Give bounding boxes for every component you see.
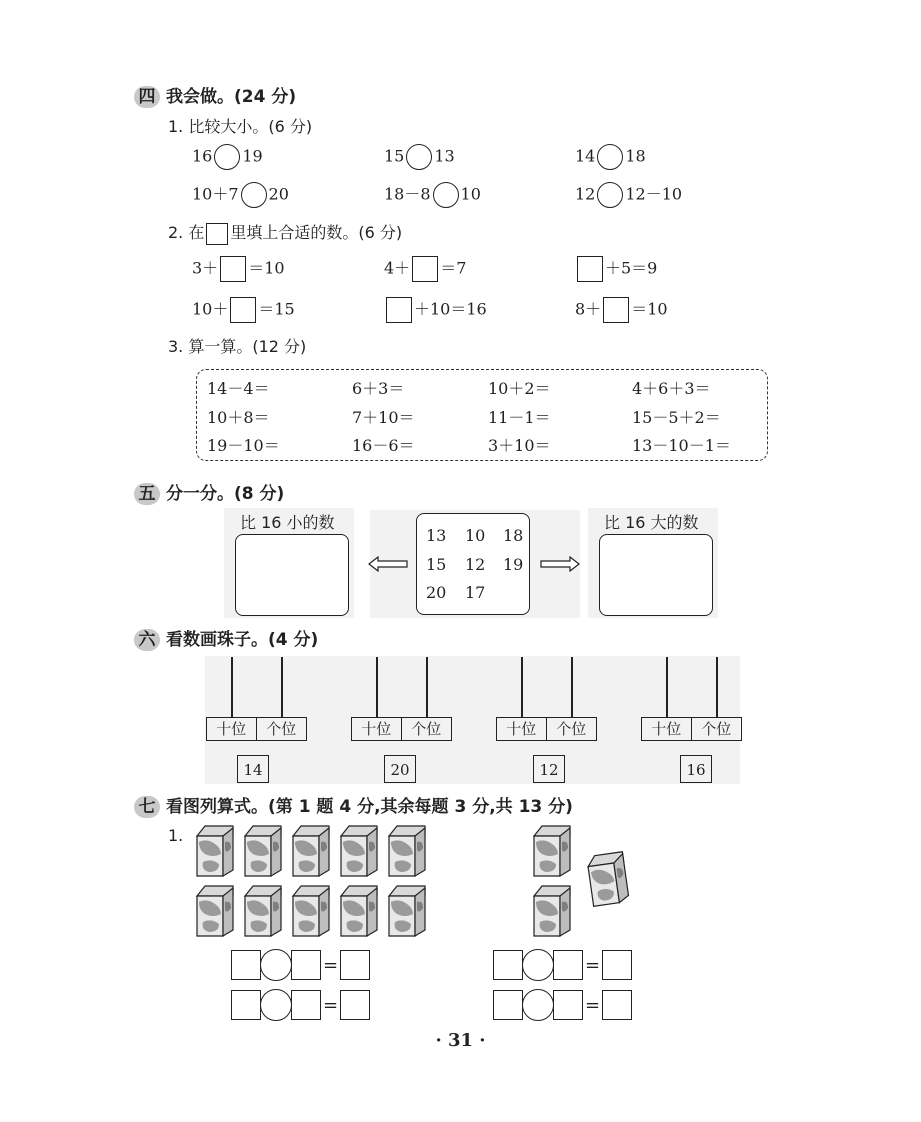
number-item: 18 (503, 526, 524, 545)
answer-box[interactable] (493, 950, 523, 980)
answer-box[interactable] (577, 256, 603, 282)
value-box: 16 (680, 755, 712, 783)
equation-row (493, 949, 632, 981)
operator-circle[interactable] (522, 949, 554, 981)
answer-box[interactable] (230, 297, 256, 323)
compare-circle[interactable] (597, 182, 623, 208)
number-item: 17 (465, 583, 486, 602)
answer-box[interactable] (602, 950, 632, 980)
section-6-title: 六 看数画珠子。(4 分) (134, 625, 318, 651)
milk-carton-icon (241, 824, 285, 878)
tens-label: 十位 (351, 717, 403, 741)
compare-item: 15 13 (384, 144, 455, 168)
value-box: 12 (533, 755, 565, 783)
larger-label: 比 16 大的数 (604, 513, 699, 532)
equation-row (231, 949, 370, 981)
tens-label: 十位 (496, 717, 548, 741)
q-label: 1. (168, 826, 184, 845)
milk-carton-icon (241, 884, 285, 938)
number-item: 10 (465, 526, 486, 545)
fill-item: 3＋ ＝10 (192, 256, 285, 280)
section-number: 四 (134, 86, 160, 108)
fill-item: ＋10＝16 (384, 297, 487, 321)
tens-rod[interactable] (231, 657, 233, 717)
calc-item: 15－5＋2＝ (632, 408, 721, 427)
equation-row (493, 989, 632, 1021)
ones-label: 个位 (401, 717, 453, 741)
milk-carton-icon (337, 824, 381, 878)
milk-carton-icon (582, 849, 633, 909)
section-5-title: 五 分一分。(8 分) (134, 479, 284, 505)
fill-item: 4＋ ＝7 (384, 256, 466, 280)
compare-item: 18－8 10 (384, 182, 481, 206)
answer-box[interactable] (231, 990, 261, 1020)
tens-rod[interactable] (376, 657, 378, 717)
milk-carton-icon (193, 884, 237, 938)
milk-carton-icon (385, 824, 429, 878)
value-box: 14 (237, 755, 269, 783)
compare-circle[interactable] (241, 182, 267, 208)
answer-box[interactable] (493, 990, 523, 1020)
ones-label: 个位 (546, 717, 598, 741)
calc-item: 11－1＝ (488, 408, 551, 427)
calc-item: 10＋8＝ (207, 408, 270, 427)
number-item: 20 (426, 583, 447, 602)
number-item: 15 (426, 555, 447, 574)
page-number: · 31 · (435, 1030, 486, 1051)
sample-box (206, 223, 228, 245)
ones-label: 个位 (256, 717, 308, 741)
fill-item: 8＋ ＝10 (575, 297, 668, 321)
equals-sign: = (585, 994, 601, 1016)
fill-item: 10＋ ＝15 (192, 297, 295, 321)
operator-circle[interactable] (260, 949, 292, 981)
milk-carton-icon (193, 824, 237, 878)
larger-answer-box[interactable] (599, 534, 713, 616)
calc-item: 4＋6＋3＝ (632, 379, 711, 398)
q2-title: 2. 在 里填上合适的数。(6 分) (168, 220, 402, 245)
answer-box[interactable] (340, 950, 370, 980)
milk-carton-icon (289, 824, 333, 878)
calc-item: 13－10－1＝ (632, 436, 731, 455)
answer-box[interactable] (412, 256, 438, 282)
number-item: 19 (503, 555, 524, 574)
compare-circle[interactable] (406, 144, 432, 170)
answer-box[interactable] (291, 990, 321, 1020)
milk-carton-icon (337, 884, 381, 938)
answer-box[interactable] (220, 256, 246, 282)
calc-item: 19－10＝ (207, 436, 280, 455)
compare-circle[interactable] (214, 144, 240, 170)
milk-carton-icon (530, 884, 574, 938)
arrow-right-icon (540, 556, 580, 572)
value-box: 20 (384, 755, 416, 783)
milk-carton-icon (530, 824, 574, 878)
tens-label: 十位 (641, 717, 693, 741)
answer-box[interactable] (291, 950, 321, 980)
compare-item: 14 18 (575, 144, 646, 168)
number-item: 12 (465, 555, 486, 574)
equals-sign: = (323, 954, 339, 976)
calc-item: 7＋10＝ (352, 408, 415, 427)
compare-item: 16 19 (192, 144, 263, 168)
number-item: 13 (426, 526, 447, 545)
ones-rod[interactable] (716, 657, 718, 717)
arrow-left-icon (368, 556, 408, 572)
compare-item: 10＋7 20 (192, 182, 289, 206)
answer-box[interactable] (386, 297, 412, 323)
equals-sign: = (585, 954, 601, 976)
answer-box[interactable] (340, 990, 370, 1020)
tens-rod[interactable] (521, 657, 523, 717)
calc-item: 14－4＝ (207, 379, 270, 398)
calc-item: 6＋3＝ (352, 379, 405, 398)
answer-box[interactable] (602, 990, 632, 1020)
answer-box[interactable] (553, 950, 583, 980)
tens-label: 十位 (206, 717, 258, 741)
smaller-answer-box[interactable] (235, 534, 349, 616)
operator-circle[interactable] (522, 989, 554, 1021)
answer-box[interactable] (603, 297, 629, 323)
answer-box[interactable] (231, 950, 261, 980)
compare-circle[interactable] (597, 144, 623, 170)
equals-sign: = (323, 994, 339, 1016)
q3-title: 3. 算一算。(12 分) (168, 337, 307, 356)
section-4-title: 四 我会做。(24 分) (134, 82, 296, 108)
ones-rod[interactable] (571, 657, 573, 717)
milk-carton-icon (289, 884, 333, 938)
ones-rod[interactable] (426, 657, 428, 717)
calc-item: 16－6＝ (352, 436, 415, 455)
ones-rod[interactable] (281, 657, 283, 717)
section-7-title: 七 看图列算式。(第 1 题 4 分,其余每题 3 分,共 13 分) (134, 792, 573, 818)
answer-box[interactable] (553, 990, 583, 1020)
compare-item: 12 12－10 (575, 182, 682, 206)
fill-item: ＋5＝9 (575, 256, 657, 280)
equation-row (231, 989, 370, 1021)
calc-item: 3＋10＝ (488, 436, 551, 455)
smaller-label: 比 16 小的数 (240, 513, 335, 532)
ones-label: 个位 (691, 717, 743, 741)
tens-rod[interactable] (666, 657, 668, 717)
milk-carton-icon (385, 884, 429, 938)
calc-item: 10＋2＝ (488, 379, 551, 398)
compare-circle[interactable] (433, 182, 459, 208)
operator-circle[interactable] (260, 989, 292, 1021)
q1-title: 1. 比较大小。(6 分) (168, 117, 313, 136)
